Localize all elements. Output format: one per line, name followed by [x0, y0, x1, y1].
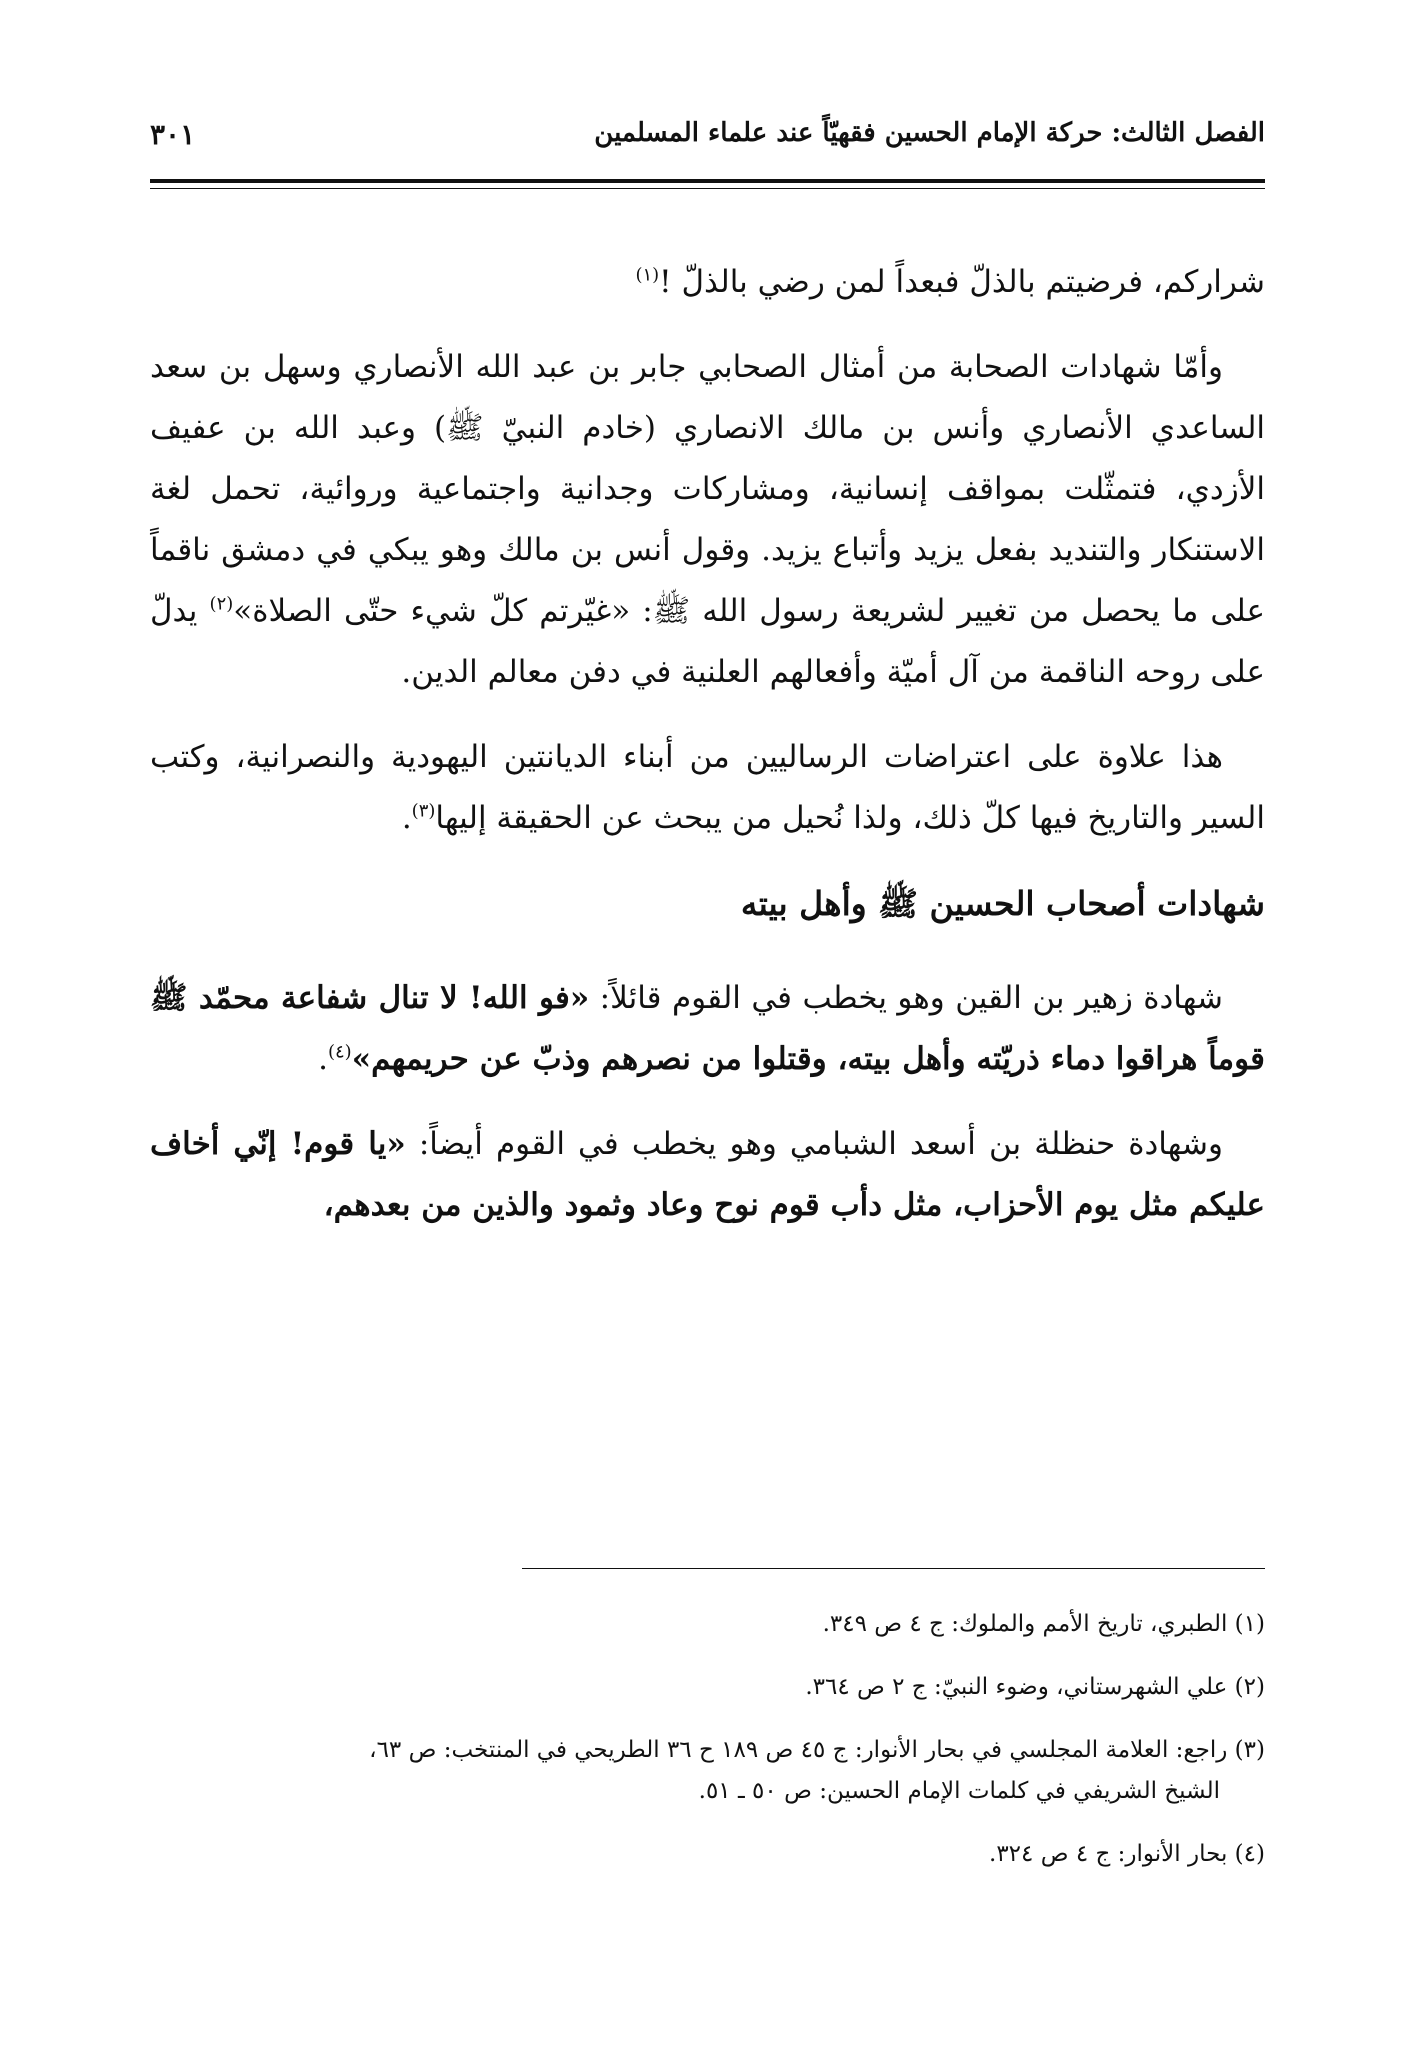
paragraph-5-intro: وشهادة حنظلة بن أسعد الشبامي وهو يخطب في القوم أيضاً: [405, 1126, 1223, 1162]
header-rule-thin [150, 188, 1265, 189]
main-text [150, 252, 1265, 1260]
paragraph-4 [150, 968, 1265, 1090]
paragraph-2 [150, 337, 1265, 703]
paragraph-3-end: . [401, 800, 412, 836]
footnote-ref-2: (٢) [209, 593, 234, 615]
page-number: ٣٠١ [150, 118, 196, 151]
footnote-3-continued: الشيخ الشريفي في كلمات الإمام الحسين: ص ٥٠ ـ ٥١. [698, 1778, 1220, 1804]
footnote-ref-4: (٤) [327, 1041, 352, 1063]
footnote-ref-3: (٣) [411, 800, 436, 822]
paragraph-2-text: وأمّا شهادات الصحابة من أمثال الصحابي جابر بن عبد الله الأنصاري وسهل بن سعد الساعدي الأنصاري وأنس بن مالك الانصاري (خادم النبيّ ﷺ) وعبد الله بن عفيف الأزدي، فتمثّلت بمواقف إنسانية، ومشاركات وجدانية واجتماعية وروائية، تحمل لغة الاستنكار والتنديد بفعل يزيد وأتباع يزيد. وقول أنس بن مالك وهو يبكي في دمشق ناقماً على ما يحصل من تغيير لشريعة رسول الله ﷺ: «غيّرتم كلّ شيء حتّى الصلاة» [150, 349, 1265, 629]
chapter-title: الفصل الثالث: حركة الإمام الحسين فقهيّاً عند علماء المسلمين [594, 118, 1265, 148]
paragraph-5 [150, 1114, 1265, 1236]
footnote-ref-1: (١) [635, 264, 660, 286]
footnote-separator [522, 1568, 1265, 1569]
paragraph-5-quote: «يا قوم! إنّي أخاف عليكم مثل يوم الأحزاب، مثل دأب قوم نوح وعاد وثمود والذين من بعدهم، [150, 1126, 1265, 1223]
running-header [150, 118, 1265, 168]
paragraph-1 [150, 252, 1265, 313]
footnote-3 [150, 1730, 1265, 1812]
footnote-4: (٤) بحار الأنوار: ج ٤ ص ٣٢٤. [989, 1841, 1265, 1867]
paragraph-4-end: . [318, 1041, 328, 1077]
footnote-3-text: (٣) راجع: العلامة المجلسي في بحار الأنوار: ج ٤٥ ص ١٨٩ ح ٣٦ الطريحي في المنتخب: ص ٦٣، [369, 1737, 1265, 1763]
footnote-1: (١) الطبري، تاريخ الأمم والملوك: ج ٤ ص ٣٤٩. [822, 1611, 1265, 1637]
header-rule-thick [150, 179, 1265, 183]
paragraph-4-intro: شهادة زهير بن القين وهو يخطب في القوم قائلاً: [589, 980, 1223, 1016]
footnote-2: (٢) علي الشهرستاني، وضوء النبيّ: ج ٢ ص ٣٦٤. [805, 1674, 1265, 1700]
paragraph-4-quote: «فو الله! لا تنال شفاعة محمّد ﷺ قوماً هراقوا دماء ذريّته وأهل بيته، وقتلوا من نصرهم وذبّ عن حريمهم» [150, 980, 1265, 1077]
paragraph-1-text: شراركم، فرضيتم بالذلّ فبعداً لمن رضي بالذلّ ! [659, 264, 1265, 300]
footnotes [150, 1604, 1265, 1897]
paragraph-3 [150, 727, 1265, 849]
paragraph-2-end: يدلّ على روحه الناقمة من آل أميّة وأفعالهم العلنية في دفن معالم الدين. [150, 593, 1265, 690]
section-heading: شهادات أصحاب الحسين ﷺ وأهل بيته [740, 884, 1265, 923]
paragraph-3-text: هذا علاوة على اعتراضات الرساليين من أبناء الديانتين اليهودية والنصرانية، وكتب السير والتاريخ فيها كلّ ذلك، ولذا نُحيل من يبحث عن الحقيقة إليها [150, 739, 1265, 836]
